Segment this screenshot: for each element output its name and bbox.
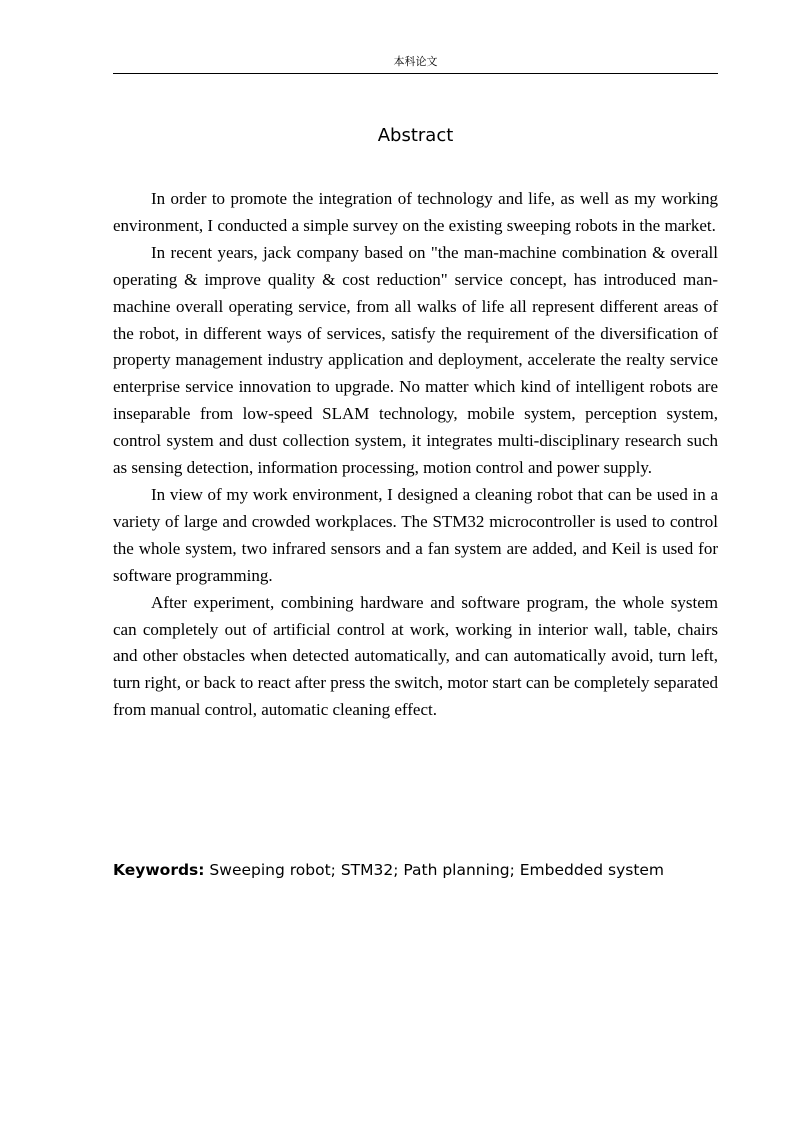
header-rule [113, 73, 718, 74]
keywords-text: Sweeping robot; STM32; Path planning; Embedded system [204, 861, 665, 879]
abstract-paragraph-1: In order to promote the integration of technology and life, as well as my working environment, I conducted a simple survey on the existing sweeping robots in the market. [113, 189, 718, 235]
running-header: 本科论文 [393, 55, 438, 68]
keywords-line [113, 859, 718, 881]
abstract-paragraph-4: After experiment, combining hardware and software program, the whole system can completely out of artificial control at work, working in interior wall, table, chairs and other obstacles when detected automatically, and can automatically avoid, turn left, turn right, or back to react after press the switch, motor start can be completely separated from manual control, automatic cleaning effect. [113, 592, 718, 720]
abstract-paragraph-2: In recent years, jack company based on "the man-machine combination & overall operating & improve quality & cost reduction" service concept, has introduced man-machine overall operating service, from all walks of life all represent different areas of the robot, in different ways of services, satisfy the requirement of the diversification of property management industry application and deployment, accelerate the realty service enterprise service innovation to upgrade. No matter which kind of intelligent robots are inseparable from low-speed SLAM technology, mobile system, perception system, control system and dust collection system, it integrates multi-disciplinary research such as sensing detection, information processing, motion control and power supply. [113, 242, 718, 478]
keywords-label: Keywords: [113, 861, 205, 879]
abstract-title: Abstract [377, 125, 454, 146]
abstract-body [113, 186, 718, 724]
abstract-paragraph-3: In view of my work environment, I designed a cleaning robot that can be used in a variety of large and crowded workplaces. The STM32 microcontroller is used to control the whole system, two infrared sensors and a fan system are added, and Keil is used for software programming. [113, 484, 718, 585]
